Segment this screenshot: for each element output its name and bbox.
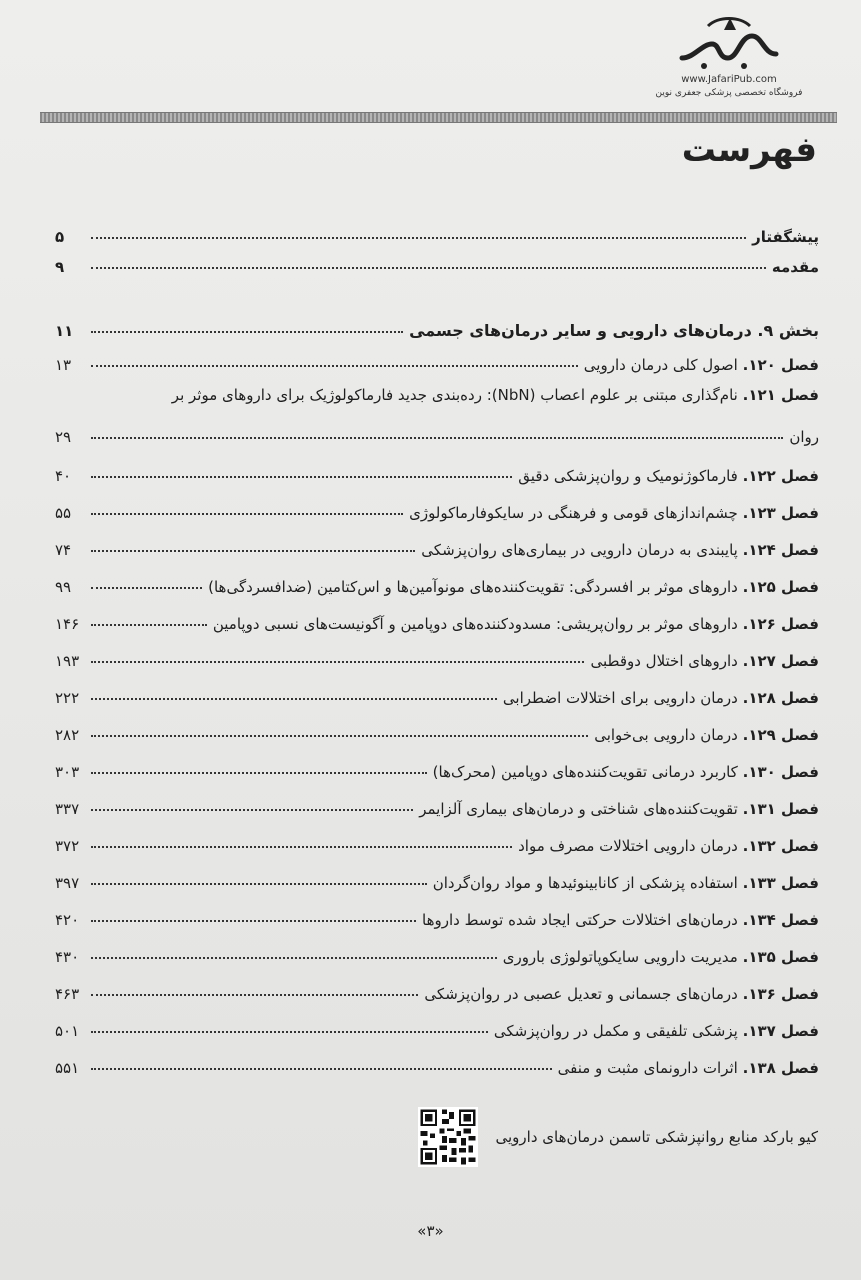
chapter-title: درمان‌های جسمانی و تعدیل عصبی در روان‌پزشکی	[424, 985, 738, 1003]
chapter-title: داروهای موثر بر روان‌پریشی: مسدودکننده‌های دوپامین و آگونیست‌های نسبی دوپامین	[212, 615, 738, 633]
chapter-number: فصل ۱۳۷.	[742, 1022, 819, 1040]
leader-dots	[91, 624, 207, 626]
toc-entry-chapter-125	[55, 566, 819, 596]
toc-entry-label: مقدمه	[771, 258, 819, 276]
leader-dots	[91, 920, 416, 922]
toc-entry-chapter-132	[55, 825, 819, 855]
toc-entry-page: ۱۱	[55, 322, 74, 340]
toc-entry-introduction	[55, 246, 819, 276]
toc-entry-label: بخش ۹. درمان‌های دارویی و سایر درمان‌های جسمی	[409, 321, 819, 340]
leader-dots	[91, 237, 746, 239]
toc-entry-page: ۴۰	[55, 467, 72, 485]
toc-entry-chapter-127	[55, 640, 819, 670]
toc-entry-chapter-121-line1	[55, 386, 819, 404]
toc-entry-chapter-134	[55, 899, 819, 929]
toc-entry-label	[415, 541, 819, 559]
leader-dots	[91, 267, 766, 269]
toc-entry-page: ۵	[55, 228, 65, 246]
leader-dots	[91, 550, 415, 552]
toc-entry-page: ۱۹۳	[55, 652, 80, 670]
chapter-number: فصل ۱۲۷.	[742, 652, 819, 670]
chapter-number: فصل ۱۳۱.	[742, 800, 819, 818]
chapter-title: داروهای اختلال دوقطبی	[590, 652, 738, 670]
leader-dots	[91, 587, 202, 589]
chapter-number: فصل ۱۳۸.	[742, 1059, 819, 1077]
toc-entry-page: ۲۸۲	[55, 726, 80, 744]
leader-dots	[91, 846, 512, 848]
header-divider	[40, 112, 837, 123]
toc-entry-label	[497, 689, 819, 707]
toc-entry-label	[512, 467, 819, 485]
chapter-number: فصل ۱۳۰.	[742, 763, 819, 781]
leader-dots	[91, 1031, 488, 1033]
toc-entry-label	[512, 837, 819, 855]
toc-entry-chapter-137	[55, 1010, 819, 1040]
toc-entry-page: ۹	[55, 258, 65, 276]
toc-entry-page: ۲۹	[55, 428, 72, 446]
chapter-title: نام‌گذاری مبتنی بر علوم اعصاب (NbN): رده‌بندی جدید فارماکولوژیک برای داروهای موثر بر	[171, 386, 738, 404]
toc-entry-label	[552, 1059, 819, 1077]
toc-entry-page: ۵۵	[55, 504, 72, 522]
toc-entry-chapter-122	[55, 455, 819, 485]
chapter-title: روان	[789, 428, 819, 446]
toc-entry-page: ۳۷۲	[55, 837, 80, 855]
chapter-title: درمان دارویی بی‌خوابی	[594, 726, 738, 744]
chapter-title: فارماکوژنومیک و روان‌پزشکی دقیق	[518, 467, 738, 485]
toc-entry-label	[427, 874, 819, 892]
publisher-logo-icon	[674, 14, 784, 72]
toc-entry-page: ۱۴۶	[55, 615, 80, 633]
toc-entry-label	[488, 1022, 819, 1040]
toc-entry-page: ۵۰۱	[55, 1022, 80, 1040]
toc-entry-chapter-130	[55, 751, 819, 781]
toc-entry-page: ۱۳	[55, 356, 72, 374]
toc-entry-label	[588, 726, 819, 744]
toc-entry-chapter-136	[55, 973, 819, 1003]
toc-entry-label	[202, 578, 819, 596]
publisher-url: www.JafariPub.com	[681, 74, 777, 85]
toc-entry-label: پیشگفتار	[752, 228, 819, 246]
toc-entry-chapter-124	[55, 529, 819, 559]
toc-entry-chapter-129	[55, 714, 819, 744]
chapter-number: فصل ۱۲۳.	[742, 504, 819, 522]
leader-dots	[91, 883, 427, 885]
toc-entry-page: ۴۳۰	[55, 948, 80, 966]
toc-entry-chapter-126	[55, 603, 819, 633]
chapter-title: داروهای موثر بر افسردگی: تقویت‌کننده‌های مونوآمین‌ها و اس‌کتامین (ضدافسردگی‌ها)	[208, 578, 738, 596]
toc-entry-page: ۴۶۳	[55, 985, 80, 1003]
toc-entry-preface	[55, 216, 819, 246]
leader-dots	[91, 476, 512, 478]
chapter-number: فصل ۱۳۶.	[742, 985, 819, 1003]
chapter-title: اصول کلی درمان دارویی	[583, 356, 738, 374]
chapter-title: اثرات دارونمای مثبت و منفی	[557, 1059, 738, 1077]
leader-dots	[91, 994, 418, 996]
toc-entry-page: ۷۴	[55, 541, 72, 559]
chapter-number: فصل ۱۲۹.	[742, 726, 819, 744]
chapter-number: فصل ۱۳۳.	[742, 874, 819, 892]
toc-entry-chapter-131	[55, 788, 819, 818]
toc-entry-page: ۵۵۱	[55, 1059, 80, 1077]
chapter-number: فصل ۱۳۴.	[742, 911, 819, 929]
chapter-title: درمان دارویی برای اختلالات اضطرابی	[502, 689, 738, 707]
toc-entry-label	[207, 615, 819, 633]
qr-section	[396, 1106, 818, 1168]
toc-entry-label	[427, 763, 819, 781]
chapter-number: فصل ۱۲۶.	[742, 615, 819, 633]
toc-entry-chapter-121	[55, 416, 819, 446]
toc-entry-label	[418, 985, 819, 1003]
chapter-title: استفاده پزشکی از کانابینوئیدها و مواد روان‌گردان	[432, 874, 738, 892]
publisher-tagline: فروشگاه تخصصی پزشکی جعفری نوین	[655, 88, 803, 98]
leader-dots	[91, 1068, 552, 1070]
chapter-title: کاربرد درمانی تقویت‌کننده‌های دوپامین (محرک‌ها)	[432, 763, 738, 781]
toc-entry-chapter-138	[55, 1047, 819, 1077]
toc-entry-label	[584, 652, 819, 670]
chapter-title: درمان دارویی اختلالات مصرف مواد	[518, 837, 738, 855]
chapter-title: چشم‌اندازهای قومی و فرهنگی در سایکوفارماکولوژی	[409, 504, 738, 522]
toc-entry-page: ۹۹	[55, 578, 72, 596]
chapter-title: درمان‌های اختلالات حرکتی ایجاد شده توسط داروها	[422, 911, 738, 929]
toc-entry-chapter-135	[55, 936, 819, 966]
chapter-number: فصل ۱۲۰.	[742, 356, 819, 374]
chapter-number: فصل ۱۳۵.	[742, 948, 819, 966]
toc-entry-label	[403, 504, 819, 522]
leader-dots	[91, 365, 578, 367]
toc-entry-label	[497, 948, 819, 966]
chapter-number: فصل ۱۲۱.	[742, 386, 819, 404]
leader-dots	[91, 957, 497, 959]
chapter-number: فصل ۱۲۴.	[742, 541, 819, 559]
page-number: «۳»	[417, 1222, 444, 1240]
leader-dots	[91, 661, 584, 663]
toc-entry-page: ۳۰۳	[55, 763, 80, 781]
page-title: فهرست	[681, 130, 817, 170]
leader-dots	[91, 809, 413, 811]
leader-dots	[91, 698, 497, 700]
leader-dots	[91, 513, 403, 515]
toc-entry-chapter-123	[55, 492, 819, 522]
chapter-title: پایبندی به درمان دارویی در بیماری‌های روان‌پزشکی	[421, 541, 738, 559]
qr-code-icon[interactable]	[418, 1107, 478, 1167]
chapter-number: فصل ۱۳۲.	[742, 837, 819, 855]
leader-dots	[91, 735, 588, 737]
toc-entry-chapter-128	[55, 677, 819, 707]
chapter-number: فصل ۱۲۵.	[742, 578, 819, 596]
toc-entry-label	[416, 911, 819, 929]
leader-dots	[91, 772, 427, 774]
chapter-title: مدیریت دارویی سایکوپاتولوژی باروری	[502, 948, 738, 966]
toc-entry-part-9	[55, 310, 819, 340]
toc-entry-chapter-120	[55, 344, 819, 374]
toc-entry-page: ۴۲۰	[55, 911, 80, 929]
qr-caption: کیو بارکد منابع روانپزشکی تاسمن درمان‌های دارویی	[495, 1128, 818, 1146]
toc-entry-chapter-133	[55, 862, 819, 892]
toc-entry-label	[413, 800, 819, 818]
toc-entry-page: ۳۹۷	[55, 874, 80, 892]
toc-entry-page: ۲۲۲	[55, 689, 80, 707]
leader-dots	[91, 437, 783, 439]
publisher-logo	[639, 14, 819, 98]
chapter-number: فصل ۱۲۸.	[742, 689, 819, 707]
toc-entry-page: ۳۳۷	[55, 800, 80, 818]
chapter-title: تقویت‌کننده‌های شناختی و درمان‌های بیماری آلزایمر	[419, 800, 738, 818]
chapter-title: پزشکی تلفیقی و مکمل در روان‌پزشکی	[493, 1022, 738, 1040]
leader-dots	[91, 331, 403, 333]
toc-entry-label	[578, 356, 819, 374]
chapter-number: فصل ۱۲۲.	[742, 467, 819, 485]
